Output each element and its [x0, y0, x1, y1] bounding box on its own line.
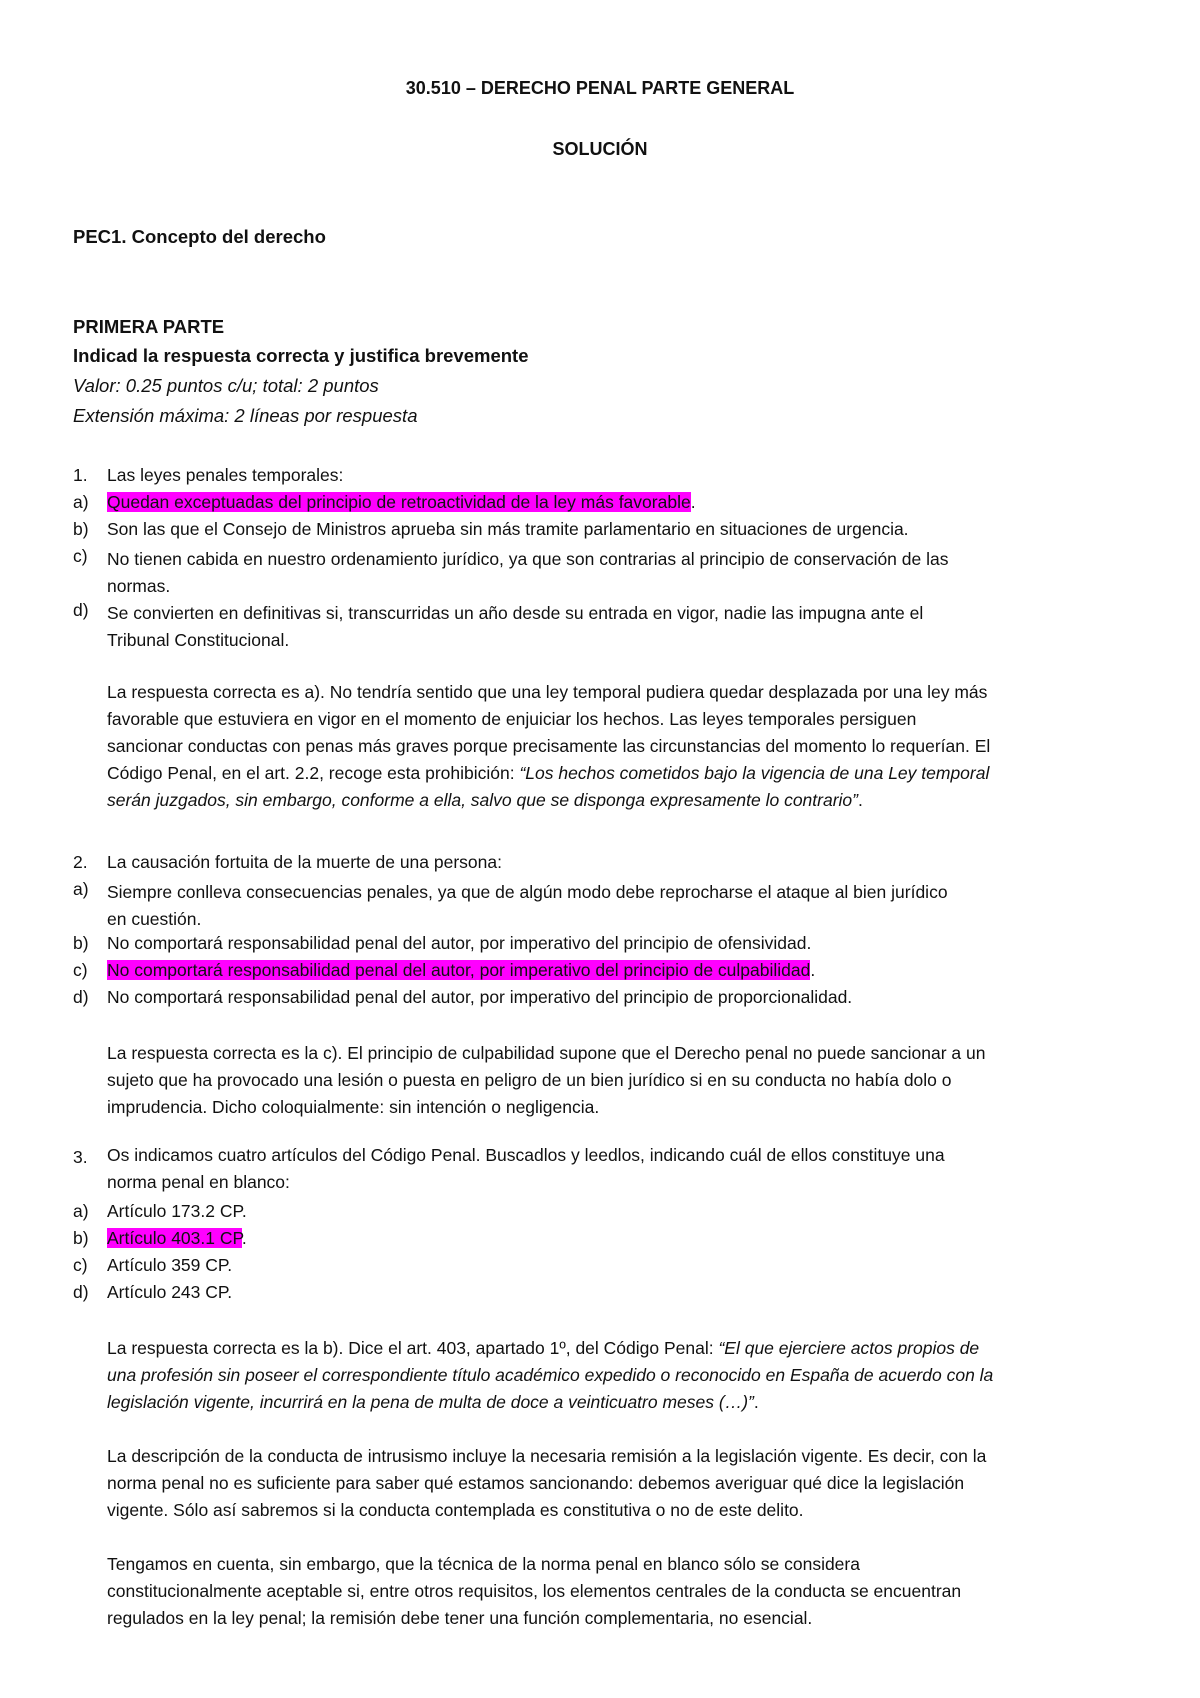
question-3-option-b: b) Artículo 403.1 CP.	[73, 1228, 247, 1248]
pec-heading: PEC1. Concepto del derecho	[73, 226, 326, 247]
option-label: c)	[73, 546, 88, 566]
option-label: d)	[73, 987, 89, 1007]
highlighted-answer: No comportará responsabilidad penal del autor, por imperativo del principio de culpabilidad	[107, 960, 811, 980]
question-2-text: La causación fortuita de la muerte de una persona:	[107, 852, 502, 872]
option-label: c)	[73, 960, 88, 980]
question-1-option-c: c) No tienen cabida en nuestro ordenamiento jurídico, ya que son contrarias al principio de conservación de las normas.	[73, 546, 949, 596]
question-1-answer: La respuesta correcta es a). No tendría sentido que una ley temporal pudiera quedar desplazada por una ley más favorable que estuviera en vigor en el momento de enjuiciar los hechos. Las leyes temporales persiguen sancionar conductas con penas más graves porque precisamente las circunstancias del momento lo requerían. El Código Penal, en el art. 2.2, recoge esta prohibición: “Los hechos cometidos bajo la vigencia de una Ley temporal serán juzgados, sin embargo, conforme a ella, salvo que se disponga expresamente lo contrario”.	[107, 682, 991, 810]
option-label: b)	[73, 933, 89, 953]
highlighted-answer: Artículo 403.1 CP	[107, 1228, 242, 1248]
question-1-number: 1.	[73, 465, 88, 485]
question-1-option-a: a) Quedan exceptuadas del principio de retroactividad de la ley más favorable.	[73, 492, 696, 512]
section-name: PRIMERA PARTE	[73, 316, 225, 337]
extension-line: Extensión máxima: 2 líneas por respuesta	[73, 405, 418, 426]
option-label: a)	[73, 879, 89, 899]
document-title: 30.510 – DERECHO PENAL PARTE GENERAL	[405, 78, 795, 98]
question-3-paragraph-2: La descripción de la conducta de intrusismo incluye la necesaria remisión a la legislación vigente. Es decir, con la norma penal no es suficiente para saber qué estamos sancionando: debemos averiguar qué dice la legislación vigente. Sólo así sabremos si la conducta contemplada es constitutiva o no de este delito.	[107, 1446, 987, 1520]
question-3-option-a: a) Artículo 173.2 CP.	[73, 1201, 247, 1221]
question-2-option-a: a) Siempre conlleva consecuencias penales, ya que de algún modo debe reprocharse el ataque al bien jurídico en cuestión.	[73, 879, 948, 929]
question-3-paragraph-3: Tengamos en cuenta, sin embargo, que la técnica de la norma penal en blanco sólo se considera constitucionalmente aceptable si, entre otros requisitos, los elementos centrales de la conducta se encuentran regulados en la ley penal; la remisión debe tener una función complementaria, no esencial.	[107, 1554, 962, 1628]
question-2-number: 2.	[73, 852, 88, 872]
option-label: d)	[73, 600, 89, 620]
option-label: a)	[73, 1201, 89, 1221]
question-1-text: Las leyes penales temporales:	[107, 465, 344, 485]
value-line: Valor: 0.25 puntos c/u; total: 2 puntos	[73, 375, 379, 396]
question-2-option-c: c) No comportará responsabilidad penal del autor, por imperativo del principio de culpabilidad.	[73, 960, 816, 980]
question-3-option-c: c) Artículo 359 CP.	[73, 1255, 233, 1275]
question-3-answer: La respuesta correcta es la b). Dice el art. 403, apartado 1º, del Código Penal: “El que ejerciere actos propios de una profesión sin poseer el correspondiente título académico expedido o reconocido en España de acuerdo con la legislación vigente, incurrirá en la pena de multa de doce a veinticuatro meses (…)”.	[107, 1338, 994, 1412]
section-instruction: Indicad la respuesta correcta y justifica brevemente	[73, 345, 529, 366]
question-1-option-b: b) Son las que el Consejo de Ministros aprueba sin más tramite parlamentario en situaciones de urgencia.	[73, 519, 909, 539]
option-label: a)	[73, 492, 89, 512]
question-2-option-d: d) No comportará responsabilidad penal del autor, por imperativo del principio de proporcionalidad.	[73, 987, 853, 1007]
question-2-option-b: b) No comportará responsabilidad penal del autor, por imperativo del principio de ofensividad.	[73, 933, 812, 953]
document-subtitle: SOLUCIÓN	[552, 139, 648, 159]
question-2-answer: La respuesta correcta es la c). El principio de culpabilidad supone que el Derecho penal no puede sancionar a un sujeto que ha provocado una lesión o puesta en peligro de un bien jurídico si en su conducta no había dolo o imprudencia. Dicho coloquialmente: sin intención o negligencia.	[107, 1043, 986, 1117]
option-label: b)	[73, 519, 89, 539]
question-3-option-d: d) Artículo 243 CP.	[73, 1282, 233, 1302]
highlighted-answer: Quedan exceptuadas del principio de retroactividad de la ley más favorable	[107, 492, 691, 512]
option-label: b)	[73, 1228, 89, 1248]
question-3-number: 3.	[73, 1147, 88, 1167]
question-1-option-d: d) Se convierten en definitivas si, transcurridas un año desde su entrada en vigor, nadie las impugna ante el Tribunal Constitucional.	[73, 600, 924, 650]
option-label: d)	[73, 1282, 89, 1302]
question-3-text: Os indicamos cuatro artículos del Código Penal. Buscadlos y leedlos, indicando cuál de ellos constituye una norma penal en blanco:	[107, 1145, 945, 1192]
option-label: c)	[73, 1255, 88, 1275]
